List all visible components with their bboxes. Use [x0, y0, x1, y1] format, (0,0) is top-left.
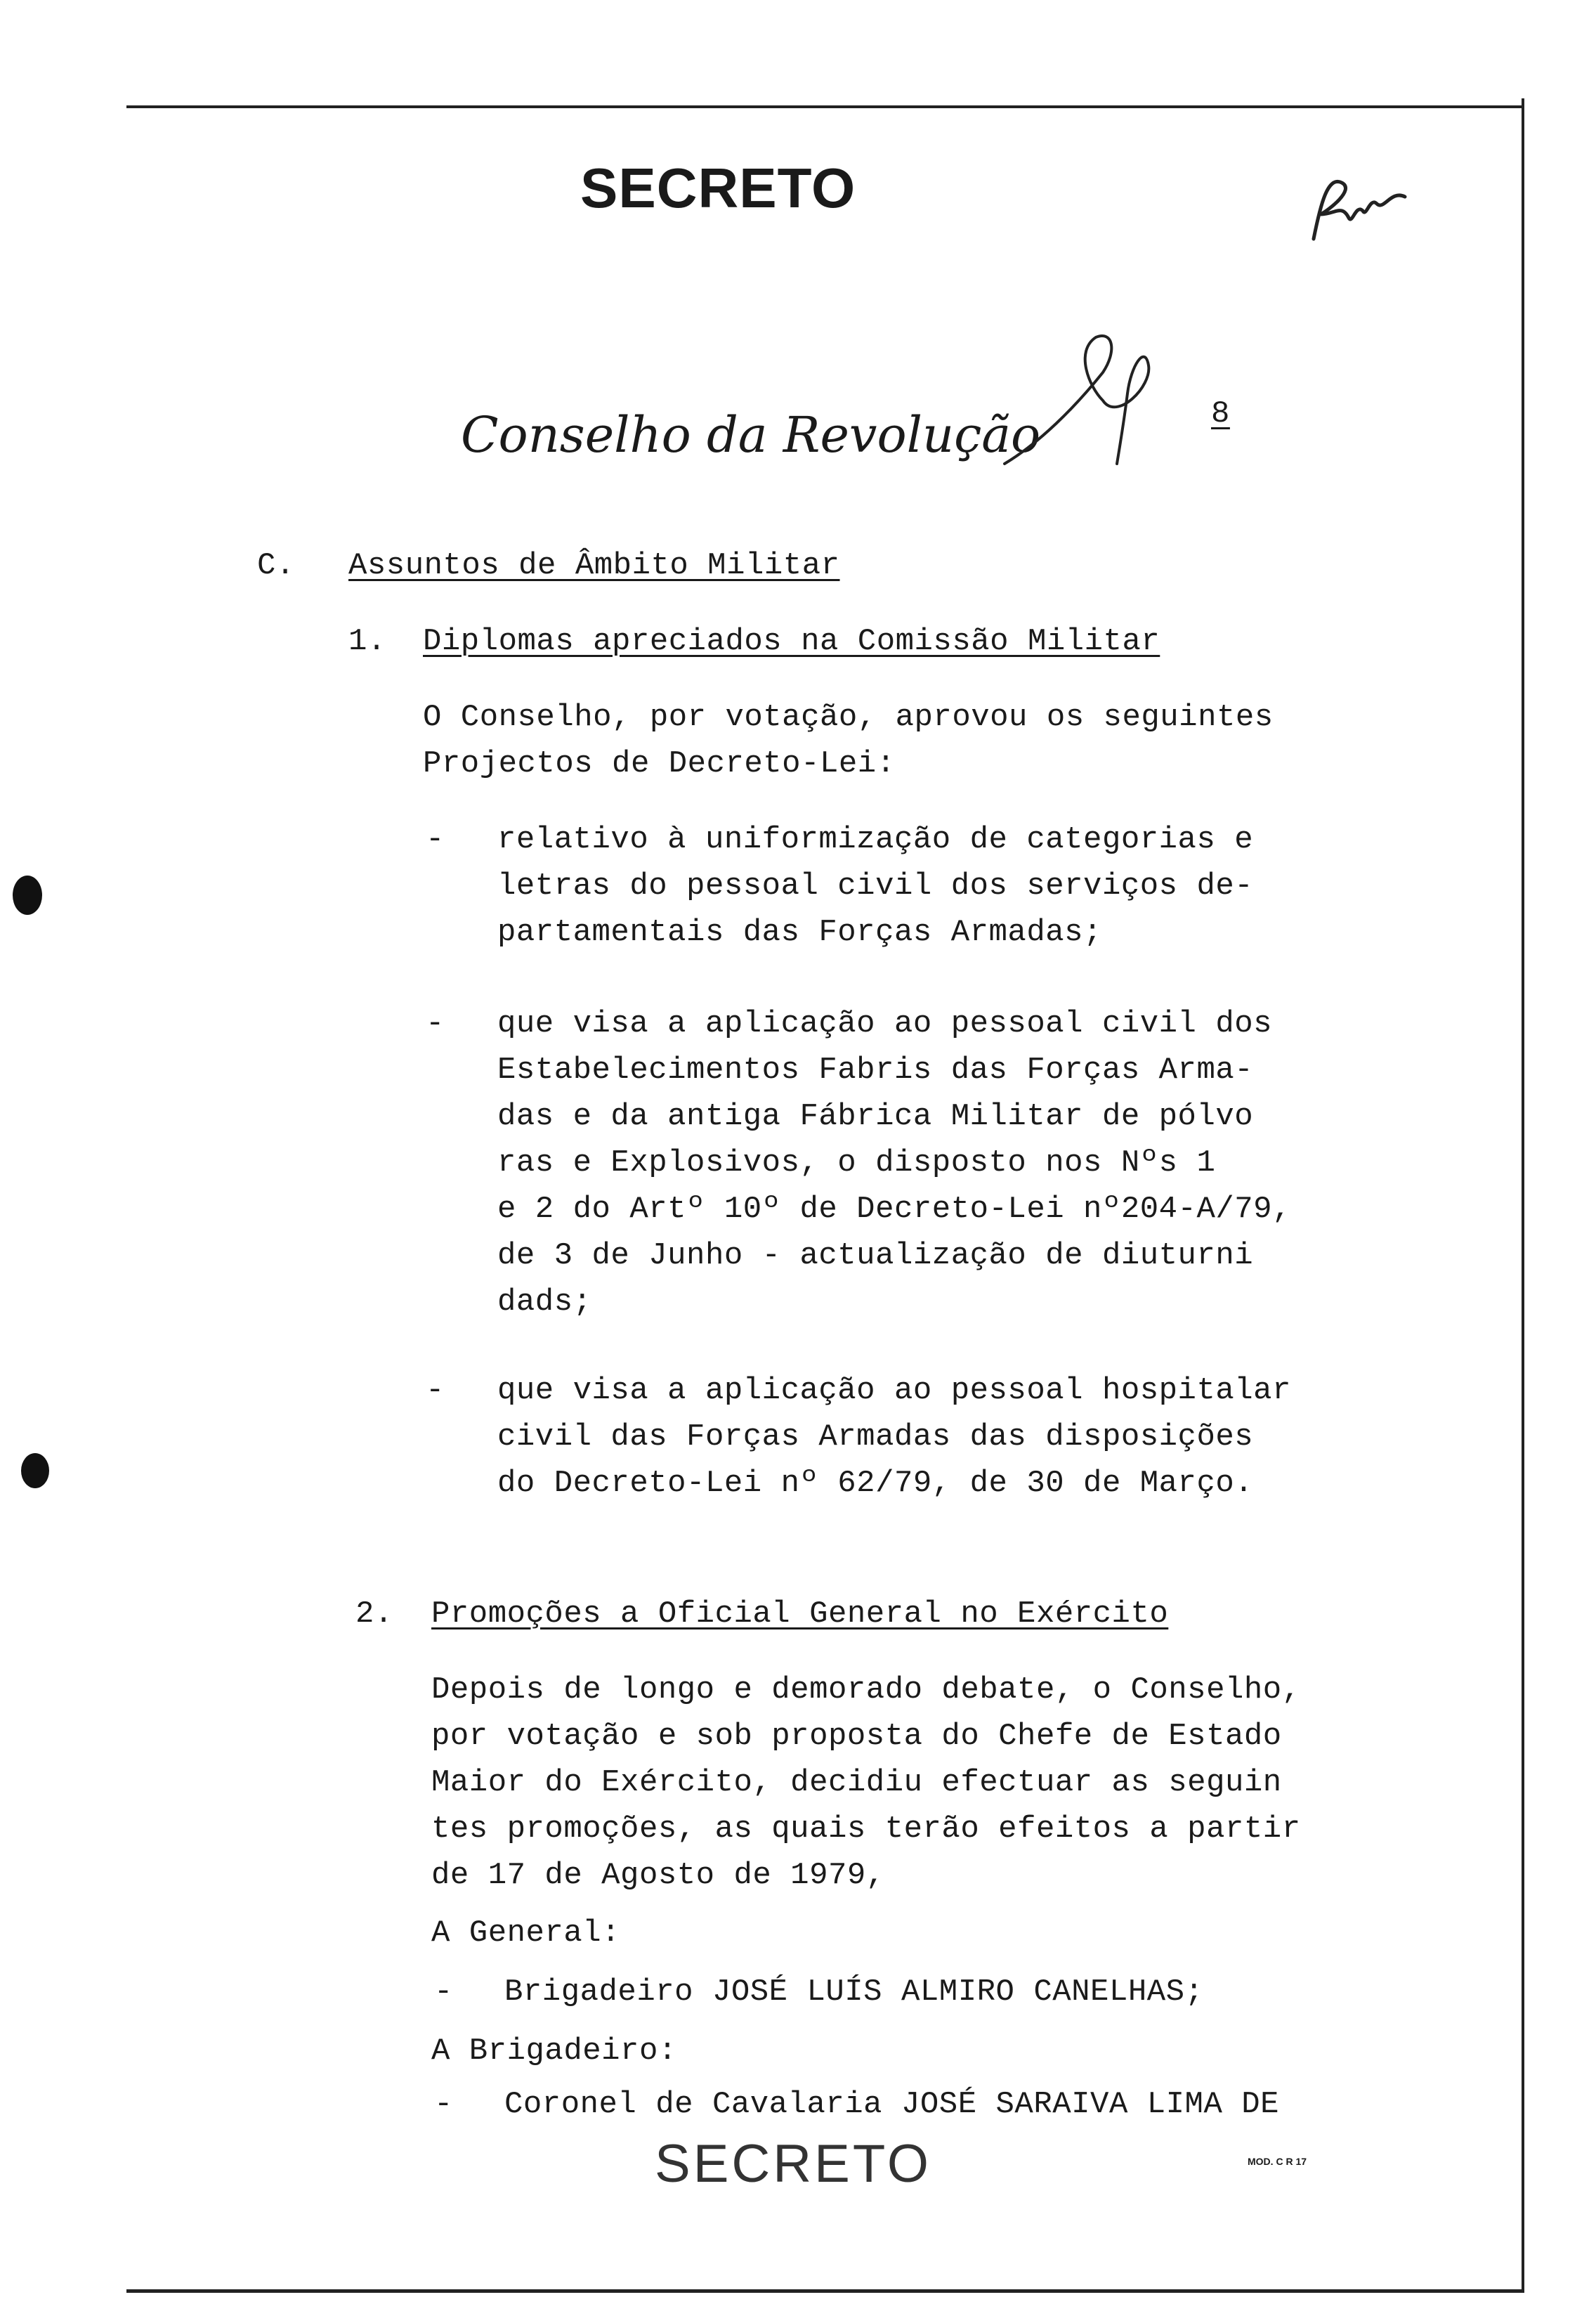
form-code: MOD. C R 17 — [1248, 2156, 1307, 2167]
page-number: 8 — [1211, 396, 1230, 431]
page-frame-right — [1522, 98, 1524, 2291]
text-line: de 3 de Junho - actualização de diuturni — [497, 1238, 1254, 1273]
text-line: das e da antiga Fábrica Militar de pólvo — [497, 1099, 1254, 1134]
bullet-item — [497, 1001, 1291, 1325]
punch-hole-top — [13, 876, 42, 915]
item1-intro — [423, 694, 1274, 787]
text-line: de 17 de Agosto de 1979, — [431, 1858, 885, 1893]
brigadier-promotion: Coronel de Cavalaria JOSÉ SARAIVA LIMA DE — [504, 2087, 1280, 2122]
secret-stamp-bottom: SECRETO — [655, 2134, 932, 2194]
item-number: 1. — [348, 624, 386, 659]
general-label: A General: — [431, 1915, 621, 1951]
text-line: e 2 do Artº 10º de Decreto-Lei nº204-A/79, — [497, 1192, 1291, 1227]
punch-hole-bottom — [21, 1453, 49, 1488]
text-line: Projectos de Decreto-Lei: — [423, 746, 896, 781]
item-number: 2. — [355, 1596, 393, 1632]
bullet-dash: - — [426, 822, 445, 857]
bullet-dash: - — [426, 1373, 445, 1408]
page-frame-bottom — [126, 2289, 1524, 2293]
section-letter: C. — [257, 548, 295, 583]
item-title: Promoções a Oficial General no Exército — [431, 1596, 1169, 1632]
section-title: Assuntos de Âmbito Militar — [348, 548, 840, 583]
signature — [998, 323, 1173, 471]
institution-letterhead: Conselho da Revolução — [461, 406, 1041, 464]
page-frame-top — [126, 105, 1524, 108]
text-line: que visa a aplicação ao pessoal hospitalar — [497, 1373, 1291, 1408]
text-line: ras e Explosivos, o disposto nos Nºs 1 — [497, 1145, 1216, 1180]
bullet-dash: - — [434, 2087, 453, 2122]
text-line: que visa a aplicação ao pessoal civil dos — [497, 1006, 1273, 1041]
bullet-dash: - — [426, 1006, 445, 1041]
bullet-item — [497, 1367, 1291, 1507]
text-line: do Decreto-Lei nº 62/79, de 30 de Março. — [497, 1466, 1254, 1501]
text-line: por votação e sob proposta do Chefe de Estado — [431, 1719, 1282, 1754]
secret-stamp-top: SECRETO — [580, 157, 856, 219]
text-line: Maior do Exército, decidiu efectuar as seguin — [431, 1765, 1282, 1800]
bullet-dash: - — [434, 1975, 453, 2010]
text-line: dads; — [497, 1284, 592, 1320]
text-line: Estabelecimentos Fabris das Forças Arma- — [497, 1053, 1254, 1088]
item-title: Diplomas apreciados na Comissão Militar — [423, 624, 1160, 659]
text-line: Depois de longo e demorado debate, o Conselho, — [431, 1672, 1301, 1707]
general-promotion: Brigadeiro JOSÉ LUÍS ALMIRO CANELHAS; — [504, 1975, 1204, 2010]
item2-paragraph — [431, 1667, 1301, 1899]
text-line: partamentais das Forças Armadas; — [497, 915, 1102, 950]
text-line: civil das Forças Armadas das disposições — [497, 1419, 1254, 1455]
text-line: relativo à uniformização de categorias e — [497, 822, 1254, 857]
handwritten-initials — [1300, 162, 1412, 253]
text-line: O Conselho, por votação, aprovou os seguintes — [423, 700, 1274, 735]
text-line: letras do pessoal civil dos serviços de- — [497, 868, 1254, 904]
text-line: tes promoções, as quais terão efeitos a partir — [431, 1811, 1301, 1847]
bullet-item — [497, 817, 1253, 956]
brigadier-label: A Brigadeiro: — [431, 2034, 677, 2069]
